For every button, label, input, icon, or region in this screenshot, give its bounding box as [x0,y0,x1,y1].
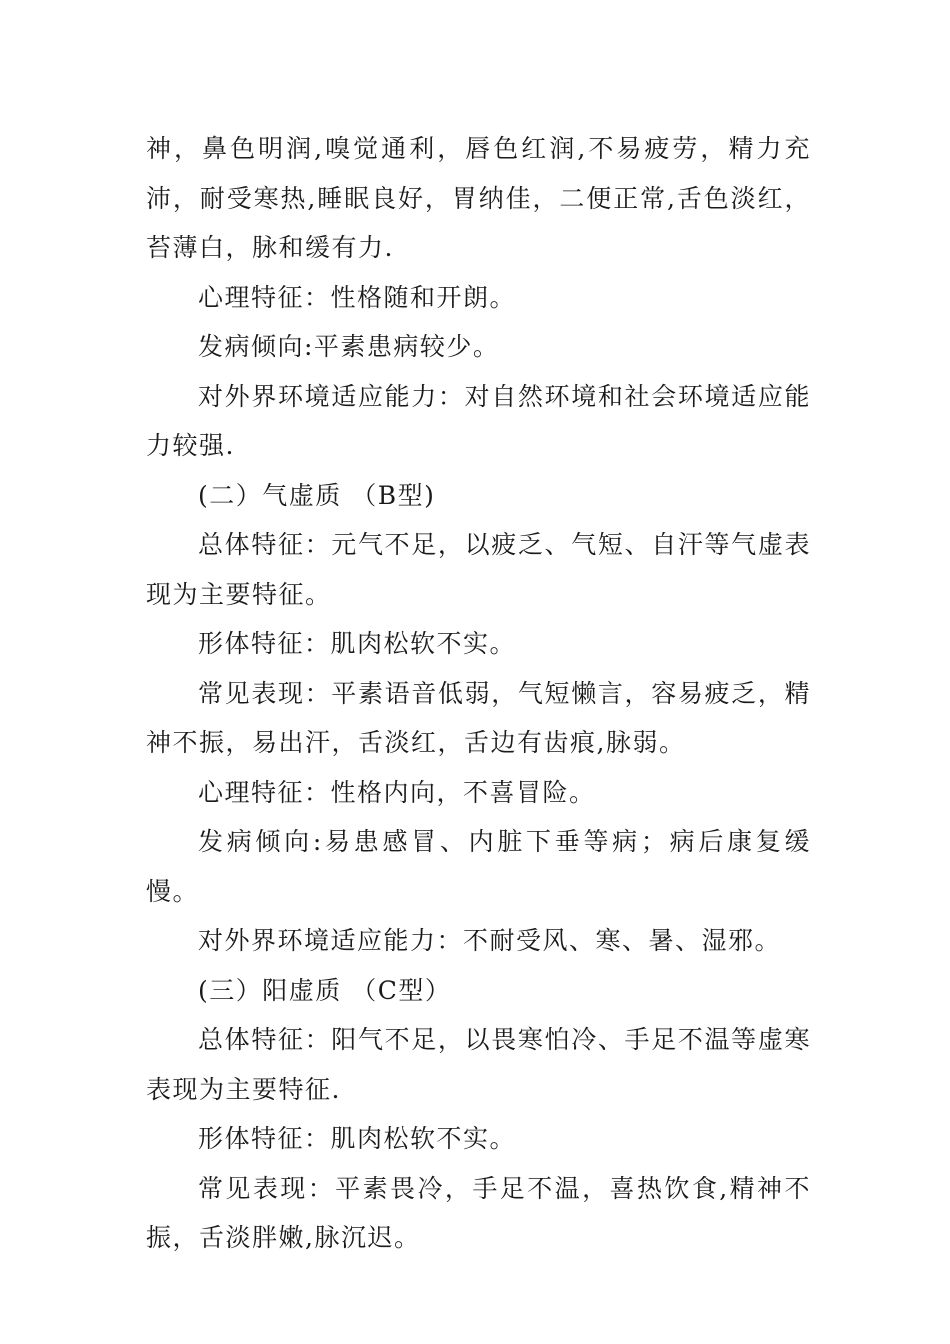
paragraph-environment-adaptability: 对外界环境适应能力：对自然环境和社会环境适应能力较强. [146,381,811,460]
paragraph-body-features: 形体特征：肌肉松软不实。 [198,1124,517,1153]
paragraph-body-features: 形体特征：肌肉松软不实。 [198,629,517,658]
paragraph-continued: 神，鼻色明润,嗅觉通利，唇色红润,不易疲劳，精力充沛，耐受寒热,睡眠良好，胃纳佳，二便正常,舌色淡红，苔薄白，脉和缓有力. [146,134,811,262]
paragraph-overall-features: 总体特征：元气不足，以疲乏、气短、自汗等气虚表现为主要特征。 [146,530,811,609]
paragraph-environment-adaptability: 对外界环境适应能力：不耐受风、寒、暑、湿邪。 [198,926,782,955]
section-heading-yang-deficiency: (三）阳虚质 （C型） [198,975,452,1005]
paragraph-disease-tendency: 发病倾向:平素患病较少。 [198,332,500,361]
paragraph-common-manifestations: 常见表现：平素畏冷，手足不温，喜热饮食,精神不振，舌淡胖嫩,脉沉迟。 [146,1173,811,1252]
paragraph-psychological-traits: 心理特征：性格随和开朗。 [198,282,517,312]
paragraph-disease-tendency: 发病倾向:易患感冒、内脏下垂等病；病后康复缓慢。 [146,827,811,906]
document-body [146,124,811,1263]
section-heading-qi-deficiency: (二）气虚质 （B型) [198,480,436,510]
paragraph-overall-features: 总体特征：阳气不足，以畏寒怕冷、手足不温等虚寒表现为主要特征. [146,1025,811,1104]
paragraph-common-manifestations: 常见表现：平素语音低弱，气短懒言，容易疲乏，精神不振，易出汗，舌淡红，舌边有齿痕,脉弱。 [146,678,811,757]
paragraph-psychological-traits: 心理特征：性格内向，不喜冒险。 [198,777,596,807]
